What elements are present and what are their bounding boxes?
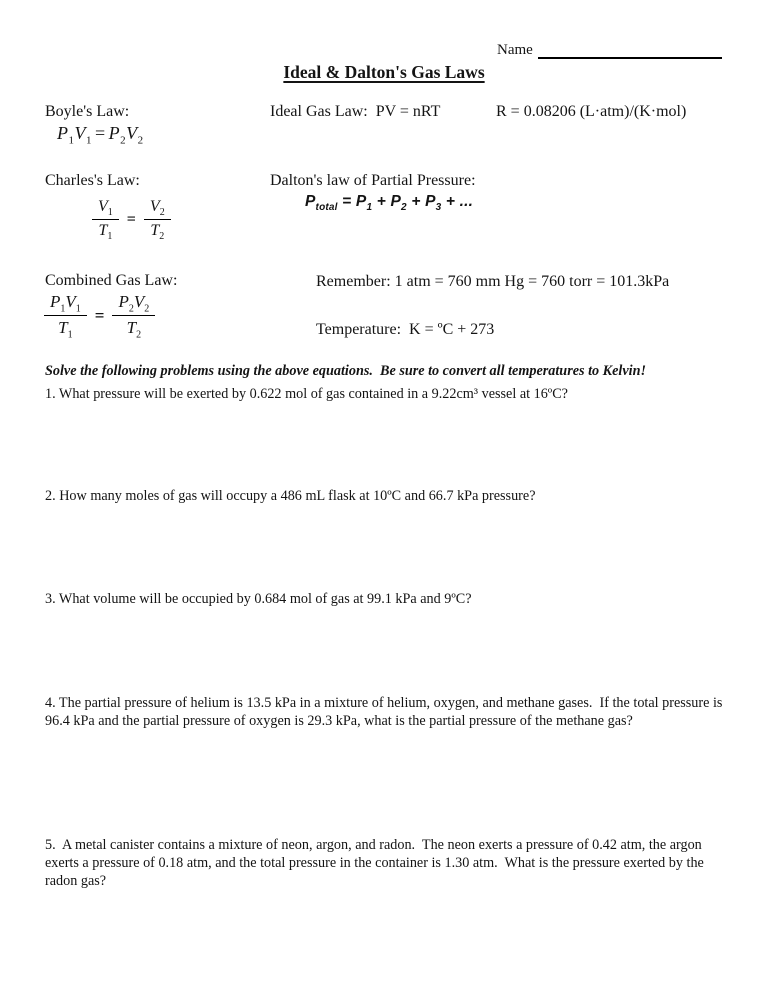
problem-5: 5. A metal canister contains a mixture of neon, argon, and radon. The neon exerts a pressure of 0.42 atm, the argon exerts a pressure of 0.18 atm, and the total pressure in the container is 1.30 atm. What is the pressure exerted by the radon gas?: [45, 837, 708, 889]
charles-formula: [92, 198, 171, 242]
formula-sub: total: [315, 202, 338, 214]
fraction-denominator: [58, 316, 72, 340]
formula-var: V: [133, 292, 145, 311]
problem-2: 2. How many moles of gas will occupy a 486 mL flask at 10ºC and 66.7 kPa pressure?: [45, 488, 536, 504]
formula-var: V: [74, 123, 86, 143]
formula-sub: 1: [60, 303, 66, 315]
formula-sub: 2: [136, 329, 142, 341]
problem-1: 1. What pressure will be exerted by 0.622 mol of gas contained in a 9.22cm³ vessel at 16ºC?: [45, 386, 568, 402]
dalton-formula: [305, 193, 473, 213]
formula-var: T: [98, 222, 108, 240]
instructions-line: Solve the following problems using the above equations. Be sure to convert all temperatures to Kelvin!: [45, 363, 647, 379]
equals-sign: =: [337, 193, 356, 210]
ideal-gas-law-label: Ideal Gas Law: PV = nRT: [270, 103, 441, 120]
formula-sub: 1: [86, 134, 92, 147]
plus-sign: +: [372, 193, 391, 210]
fraction-denominator: [127, 316, 141, 340]
formula-var: P: [355, 193, 367, 210]
name-label: Name: [497, 42, 533, 58]
equals-sign: =: [95, 123, 106, 143]
problem-4: 4. The partial pressure of helium is 13.5 kPa in a mixture of helium, oxygen, and methane gases. If the total pressure is 96.4 kPa and the partial pressure of oxygen is 29.3 kPa, what is the partial pressure of the methane gas?: [45, 695, 726, 729]
page-title: Ideal & Dalton's Gas Laws: [283, 62, 485, 82]
formula-var: V: [126, 123, 138, 143]
boyle-law-label: Boyle's Law:: [45, 103, 130, 120]
formula-sub: 2: [144, 303, 150, 315]
fraction-numerator: [112, 292, 155, 316]
equals-sign: =: [126, 211, 136, 229]
boyle-formula: [57, 123, 144, 147]
fraction: [44, 292, 87, 341]
title-row: [0, 62, 768, 83]
name-row: [497, 42, 722, 59]
remember-note: Remember: 1 atm = 760 mm Hg = 760 torr = 101.3kPa: [316, 273, 670, 290]
formula-var: T: [150, 222, 160, 240]
formula-sub: 1: [67, 329, 73, 341]
fraction-denominator: [150, 220, 164, 242]
formula-sub: 2: [159, 231, 165, 243]
formula-var: T: [126, 318, 137, 338]
formula-var: P: [108, 123, 121, 143]
formula-var: P: [50, 292, 61, 311]
fraction: [92, 198, 119, 242]
plus-sign: +: [406, 193, 426, 210]
dalton-law-label: Dalton's law of Partial Pressure:: [270, 172, 476, 189]
formula-sub: 1: [68, 134, 75, 147]
formula-sub: 1: [75, 303, 81, 315]
charles-law-label: Charles's Law:: [45, 172, 140, 189]
ellipsis: + ...: [441, 193, 474, 210]
formula-var: P: [425, 193, 436, 210]
formula-sub: 3: [435, 202, 442, 214]
formula-sub: 1: [107, 231, 113, 243]
formula-sub: 2: [128, 303, 134, 315]
combined-formula: [44, 292, 155, 341]
formula-var: P: [57, 123, 69, 143]
fraction: [144, 198, 171, 242]
combined-gas-law-label: Combined Gas Law:: [45, 272, 178, 289]
formula-var: P: [305, 193, 316, 210]
formula-var: V: [98, 198, 108, 215]
equals-sign: =: [94, 306, 105, 326]
formula-sub: 2: [120, 134, 127, 147]
fraction-denominator: [98, 220, 112, 242]
formula-sub: 1: [366, 202, 373, 214]
formula-sub: 2: [137, 134, 144, 147]
fraction: [112, 292, 155, 341]
formula-var: V: [149, 198, 160, 215]
formula-sub: 2: [159, 207, 165, 219]
formula-var: P: [118, 292, 129, 311]
fraction-numerator: [144, 198, 171, 220]
formula-var: P: [390, 193, 402, 210]
fraction-numerator: [44, 292, 87, 316]
problem-3: 3. What volume will be occupied by 0.684 mol of gas at 99.1 kPa and 9ºC?: [45, 591, 472, 607]
name-fill-line: [538, 42, 722, 59]
gas-constant-value: R = 0.08206 (L·atm)/(K·mol): [496, 103, 687, 120]
temperature-note: Temperature: K = ºC + 273: [316, 321, 495, 338]
formula-var: V: [65, 292, 76, 311]
formula-sub: 1: [107, 207, 113, 219]
formula-var: T: [58, 318, 68, 338]
fraction-numerator: [92, 198, 119, 220]
formula-sub: 2: [401, 202, 407, 214]
